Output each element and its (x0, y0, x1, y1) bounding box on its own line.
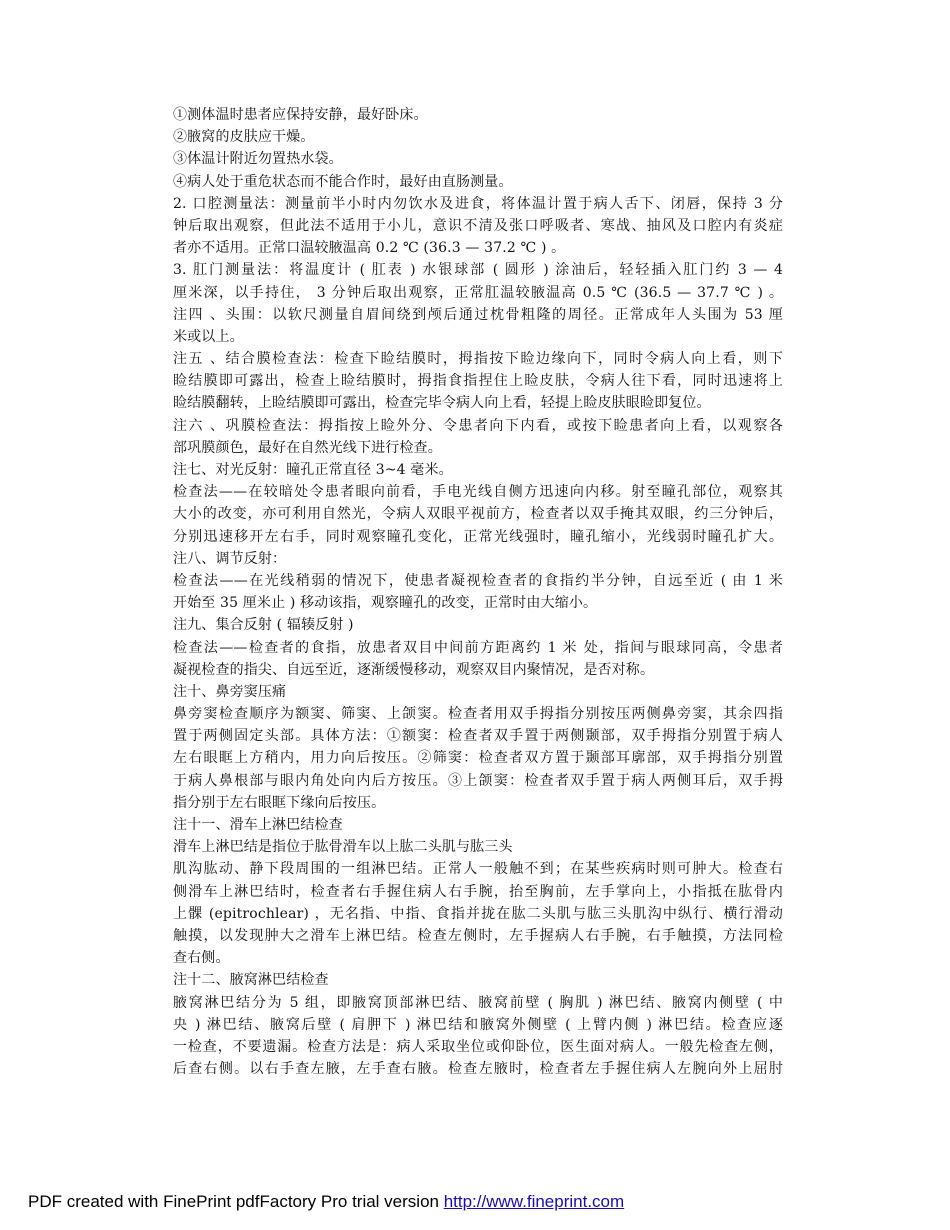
text-line: 厘米深，以手持住， 3 分钟后取出观察，正常肛温较腋温高 0.5 ℃ (36.5 — 37.7 ℃ ) 。 (173, 284, 783, 301)
text-line: 注十一、滑车上淋巴结检查 (173, 817, 343, 833)
text-line: 注十二、腋窝淋巴结检查 (173, 972, 329, 989)
text-line: 凝视检查的指尖、自远至近，逐渐缓慢移动，观察双目内聚情况，是否对称。 (173, 661, 655, 678)
text-line: ④病人处于重危状态而不能合作时，最好由直肠测量。 (173, 173, 513, 190)
text-line: 指分别于左右眼眶下缘向后按压。 (173, 794, 386, 811)
text-line: 置于两侧固定头部。具体方法：①额窦：检查者双手置于两侧颞部，双手拇指分别置于病人 (173, 728, 783, 745)
text-line: 注五 、结合膜检查法：检查下睑结膜时，拇指按下睑边缘向下，同时令病人向上看，则下 (173, 351, 783, 368)
text-line: 左右眼眶上方稍内，用力向后按压。②筛窦：检查者双方置于颞部耳廓部，双手拇指分别置 (173, 750, 783, 767)
text-line: 肌沟肱动、静下段周围的一组淋巴结。正常人一般触不到；在某些疾病时则可肿大。检查右 (173, 861, 783, 878)
text-line: 注六 、巩膜检查法：拇指按上睑外分、令患者向下内看，或按下睑患者向上看，以观察各 (173, 417, 783, 434)
text-line: 滑车上淋巴结是指位于肱骨滑车以上肱二头肌与肱三头 (173, 839, 513, 856)
text-line: ②腋窝的皮肤应干燥。 (173, 129, 315, 146)
text-line: 上髁 (epitrochlear) ，无名指、中指、食指并拢在肱二头肌与肱三头肌沟中纵行、横行滑动 (173, 905, 783, 922)
footer-text: PDF created with FinePrint pdfFactory Pro trial version (28, 1192, 444, 1211)
text-line: ③体温计附近勿置热水袋。 (173, 151, 343, 168)
text-line: 注十、鼻旁窦压痛 (173, 683, 287, 700)
footer-link[interactable]: http://www.fineprint.com (443, 1192, 625, 1211)
text-line: 央 ) 淋巴结、腋窝后壁 ( 肩胛下 ) 淋巴结和腋窝外侧壁 ( 上臂内侧 ) 淋巴结。检查应逐 (173, 1016, 783, 1033)
text-line: 查右侧。 (173, 950, 230, 967)
text-line: 检查法——在较暗处令患者眼向前看，手电光线自侧方迅速向内移。射至瞳孔部位，观察其 (173, 484, 783, 501)
text-line: 注八、调节反射： (173, 550, 287, 567)
text-line: 后查右侧。以右手查左腋，左手查右腋。检查左腋时，检查者左手握住病人左腕向外上屈肘 (173, 1061, 783, 1078)
text-line: 分别迅速移开左右手，同时观察瞳孔变化，正常光线强时，瞳孔缩小，光线弱时瞳孔扩大。 (173, 528, 783, 545)
text-line: 钟后取出观察，但此法不适用于小儿，意识不清及张口呼吸者、寒战、抽风及口腔内有炎症 (173, 217, 783, 234)
text-line: 鼻旁窦检查顺序为额窦、筛窦、上颌窦。检查者用双手拇指分别按压两侧鼻旁窦，其余四指 (173, 706, 783, 723)
text-line: 睑结膜即可露出，检查上睑结膜时，拇指食指捏住上睑皮肤，令病人往下看，同时迅速将上 (173, 373, 783, 390)
text-line: 注七、对光反射：瞳孔正常直径 3~4 毫米。 (173, 462, 453, 478)
pdf-footer (28, 1192, 624, 1212)
text-line: 米或以上。 (173, 328, 244, 345)
text-line: 注四 、头围：以软尺测量自眉间绕到颅后通过枕骨粗隆的周径。正常成年人头围为 53 厘 (173, 306, 783, 323)
text-line: 检查法——在光线稍弱的情况下，使患者凝视检查者的食指约半分钟，自远至近 ( 由 1 米 (173, 572, 783, 589)
text-line: 触摸，以发现肿大之滑车上淋巴结。检查左侧时，左手握病人右手腕，右手触摸，方法同检 (173, 927, 783, 944)
text-line: 一检查，不要遗漏。检查方法是：病人采取坐位或仰卧位，医生面对病人。一般先检查左侧， (173, 1038, 783, 1055)
text-line: 3. 肛门测量法：将温度计 ( 肛表 ) 水银球部 ( 圆形 ) 涂油后，轻轻插入肛门约 3 — 4 (173, 262, 783, 279)
text-line: 侧滑车上淋巴结时，检查者右手握住病人右手腕，抬至胸前，左手掌向上，小指抵在肱骨内 (173, 883, 783, 900)
text-line: 于病人鼻根部与眼内角处向内后方按压。③上颌窦：检查者双手置于病人两侧耳后，双手拇 (173, 772, 783, 789)
text-line: 注九、集合反射 ( 辐辏反射 ) (173, 617, 354, 634)
document-body (173, 104, 783, 1080)
text-line: 大小的改变，亦可利用自然光，令病人双眼平视前方，检查者以双手掩其双眼，约三分钟后， (173, 506, 783, 523)
text-line: 腋窝淋巴结分为 5 组，即腋窝顶部淋巴结、腋窝前壁 ( 胸肌 ) 淋巴结、腋窝内侧壁 ( 中 (173, 994, 783, 1011)
text-line: 2. 口腔测量法：测量前半小时内勿饮水及进食，将体温计置于病人舌下、闭唇，保持 3 分 (173, 195, 783, 212)
text-line: 开始至 35 厘米止 ) 移动该指，观察瞳孔的改变，正常时由大缩小。 (173, 595, 598, 612)
text-line: 睑结膜翻转，上睑结膜即可露出，检查完毕令病人向上看，轻提上睑皮肤眼睑即复位。 (173, 395, 711, 412)
text-line: 者亦不适用。正常口温较腋温高 0.2 ℃ (36.3 — 37.2 ℃ ) 。 (173, 240, 566, 257)
text-line: 部巩膜颜色，最好在自然光线下进行检查。 (173, 439, 442, 456)
text-line: ①测体温时患者应保持安静，最好卧床。 (173, 107, 428, 123)
text-line: 检查法——检查者的食指，放患者双目中间前方距离约 1 米 处，指间与眼球同高，令患者 (173, 639, 783, 656)
